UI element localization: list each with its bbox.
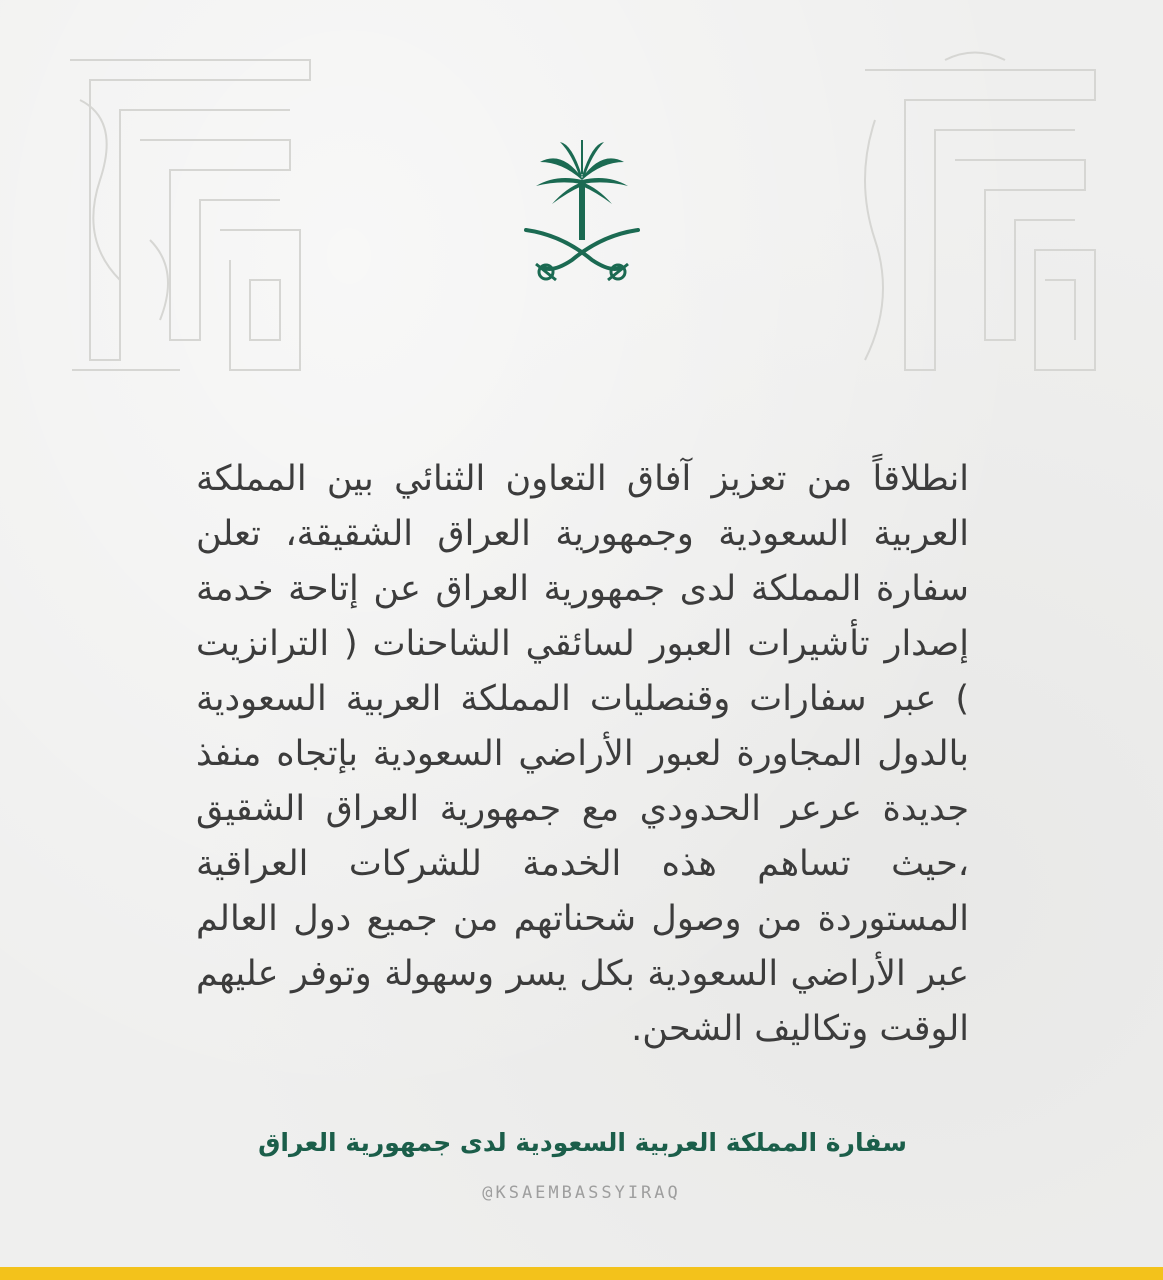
saudi-emblem-icon: [522, 140, 642, 285]
social-handle: @KSAEMBASSYIRAQ: [482, 1183, 681, 1203]
bottom-accent-bar: [0, 1267, 1163, 1280]
calligraphy-watermark-left-icon: [60, 40, 320, 380]
announcement-paragraph: انطلاقاً من تعزيز آفاق التعاون الثنائي بين المملكة العربية السعودية وجمهورية العراق الشقيقة، تعلن سفارة المملكة لدى جمهورية العراق عن إتاحة خدمة إصدار تأشيرات العبور لسائقي الشاحنات ( الترانزيت ) عبر سفارات وقنصليات المملكة العربية السعودية بالدول المجاورة لعبور الأراضي السعودية بإتجاه منفذ جديدة عرعر الحدودي مع جمهورية العراق الشقيق ،حيث تساهم هذه الخدمة للشركات العراقية المستوردة من وصول شحناتهم من جميع دول العالم عبر الأراضي السعودية بكل يسر وسهولة وتوفر عليهم الوقت وتكاليف الشحن.: [196, 459, 969, 1049]
calligraphy-watermark-right-icon: [845, 40, 1115, 380]
embassy-name: سفارة المملكة العربية السعودية لدى جمهورية العراق: [258, 1128, 907, 1157]
